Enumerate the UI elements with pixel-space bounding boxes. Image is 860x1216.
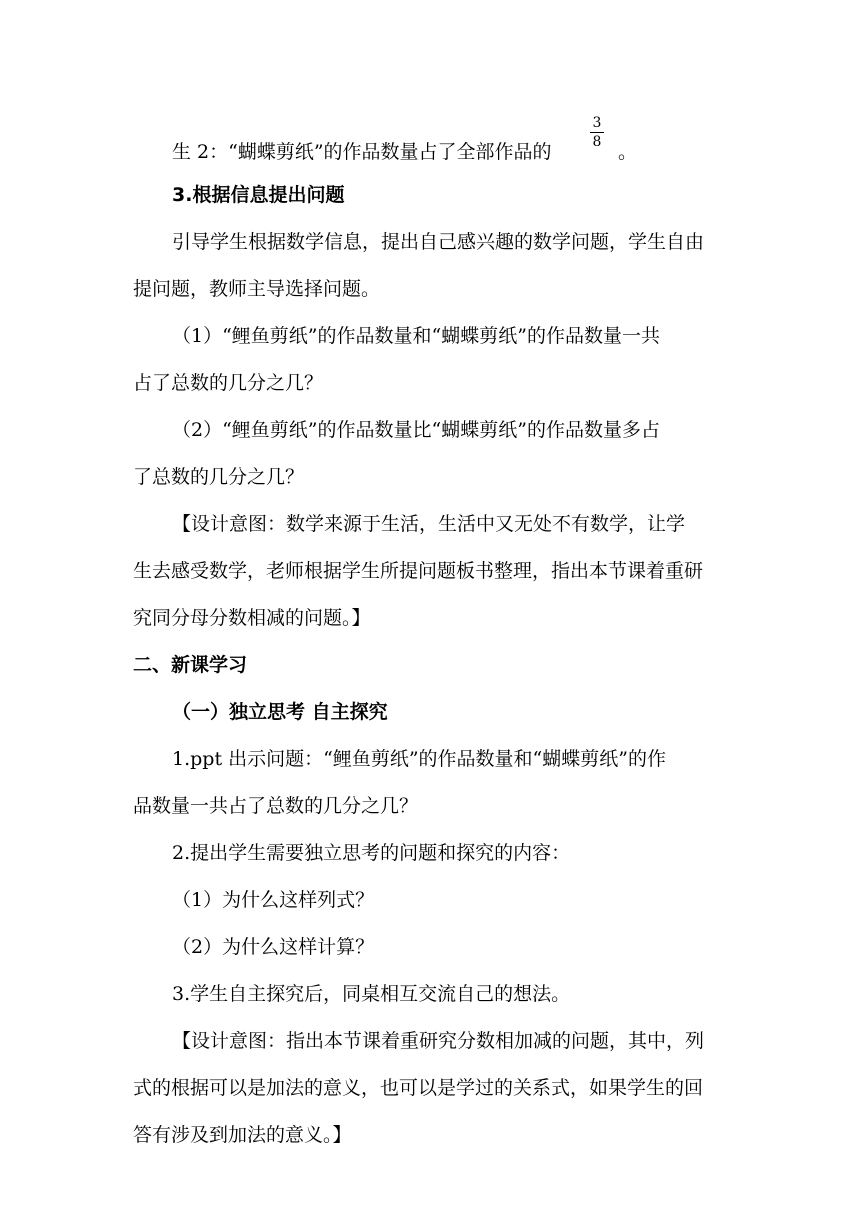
design-intent-line: 生去感受数学，老师根据学生所提问题板书整理，指出本节课着重研 [133,560,704,582]
sentence-end: 。 [618,141,638,163]
list-item: （1）为什么这样列式？ [172,889,375,911]
subsection-heading: （一）独立思考 自主探究 [172,701,388,723]
question-1-line: （1）“鲤鱼剪纸”的作品数量和“蝴蝶剪纸”的作品数量一共 [172,325,660,347]
question-1-line: 占了总数的几分之几？ [133,372,324,394]
design-intent-line: 式的根据可以是加法的意义，也可以是学过的关系式，如果学生的回 [133,1077,704,1099]
design-intent-line: 究同分母分数相减的问题。】 [133,607,371,629]
paragraph-line: 提问题，教师主导选择问题。 [133,278,381,300]
design-intent-line: 【设计意图：指出本节课着重研究分数相加减的问题，其中，列 [172,1030,705,1052]
student-answer-line [172,140,552,164]
question-2-line: 了总数的几分之几？ [133,466,305,488]
fraction-numerator: 3 [592,115,602,131]
fraction-three-eighths [588,115,606,150]
paragraph-line: 1.ppt 出示问题：“鲤鱼剪纸”的作品数量和“蝴蝶剪纸”的作 [172,748,666,770]
section-heading-new-lesson: 二、新课学习 [133,654,248,676]
fraction-bar [590,132,604,133]
design-intent-line: 答有涉及到加法的意义。】 [133,1124,352,1146]
paragraph-line: 2.提出学生需要独立思考的问题和探究的内容： [172,842,571,864]
text-line: 生 2：“蝴蝶剪纸”的作品数量占了全部作品的 [172,141,552,163]
paragraph-line: 品数量一共占了总数的几分之几？ [133,795,419,817]
section-heading-3: 3.根据信息提出问题 [172,184,345,206]
fraction-denominator: 8 [592,134,602,150]
paragraph-line: 3.学生自主探究后，同桌相互交流自己的想法。 [172,983,571,1005]
list-item: （2）为什么这样计算？ [172,936,375,958]
paragraph-line: 引导学生根据数学信息，提出自己感兴趣的数学问题，学生自由 [172,231,705,253]
design-intent-line: 【设计意图：数学来源于生活，生活中又无处不有数学，让学 [172,513,686,535]
question-2-line: （2）“鲤鱼剪纸”的作品数量比“蝴蝶剪纸”的作品数量多占 [172,419,660,441]
